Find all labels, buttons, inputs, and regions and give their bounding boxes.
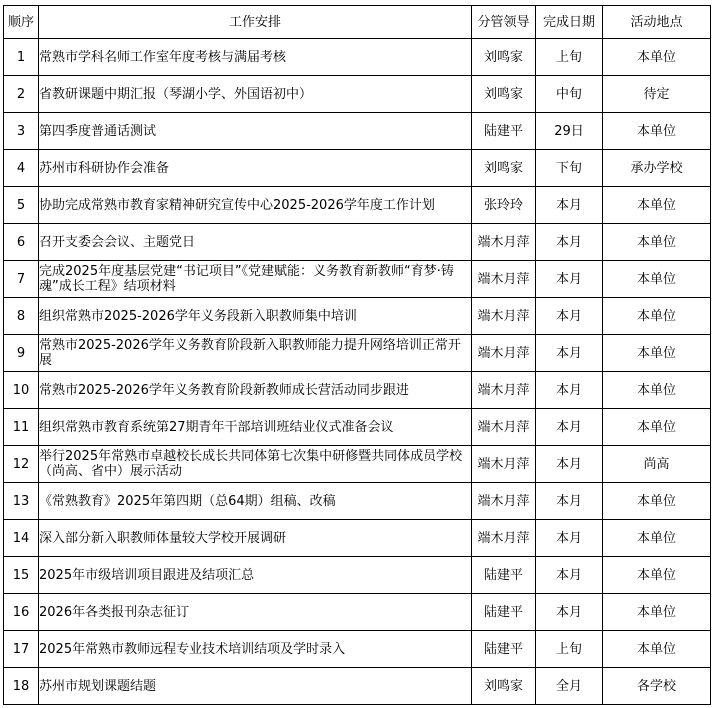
- row-leader: 陆建平: [472, 557, 536, 594]
- table-row: [4, 631, 711, 668]
- table-row: [4, 113, 711, 150]
- row-location: 本单位: [603, 39, 711, 76]
- table-row: [4, 187, 711, 224]
- row-leader: 陆建平: [472, 113, 536, 150]
- row-index: 1: [4, 39, 39, 76]
- row-leader: 端木月萍: [472, 520, 536, 557]
- row-location: 本单位: [603, 335, 711, 372]
- row-leader: 端木月萍: [472, 372, 536, 409]
- row-task: 召开支委会会议、主题党日: [39, 224, 472, 261]
- table-header-row: [4, 6, 711, 39]
- row-date: 下旬: [536, 150, 603, 187]
- row-task: 苏州市规划课题结题: [39, 668, 472, 705]
- row-task: 组织常熟市教育系统第27期青年干部培训班结业仪式准备会议: [39, 409, 472, 446]
- row-task: 完成2025年度基层党建“书记项目”《党建赋能：义务教育新教师“育梦·铸魂”成长工程》结项材料: [39, 261, 472, 298]
- row-date: 上旬: [536, 631, 603, 668]
- row-index: 16: [4, 594, 39, 631]
- table-row: [4, 483, 711, 520]
- row-date: 29日: [536, 113, 603, 150]
- row-task: 协助完成常熟市教育家精神研究宣传中心2025-2026学年度工作计划: [39, 187, 472, 224]
- row-leader: 端木月萍: [472, 335, 536, 372]
- row-task: 2025年常熟市教师远程专业技术培训结项及学时录入: [39, 631, 472, 668]
- row-date: 本月: [536, 483, 603, 520]
- header-location: 活动地点: [603, 6, 711, 39]
- row-task: 举行2025年常熟市卓越校长成长共同体第七次集中研修暨共同体成员学校（尚高、省中）展示活动: [39, 446, 472, 483]
- row-date: 全月: [536, 668, 603, 705]
- row-task: 2026年各类报刊杂志征订: [39, 594, 472, 631]
- row-leader: 陆建平: [472, 631, 536, 668]
- row-location: 尚高: [603, 446, 711, 483]
- row-index: 15: [4, 557, 39, 594]
- row-date: 本月: [536, 372, 603, 409]
- row-leader: 端木月萍: [472, 298, 536, 335]
- row-location: 本单位: [603, 483, 711, 520]
- row-date: 中旬: [536, 76, 603, 113]
- row-date: 本月: [536, 335, 603, 372]
- row-leader: 端木月萍: [472, 483, 536, 520]
- row-location: 本单位: [603, 224, 711, 261]
- row-date: 本月: [536, 409, 603, 446]
- row-task: 深入部分新入职教师体量较大学校开展调研: [39, 520, 472, 557]
- header-leader: 分管领导: [472, 6, 536, 39]
- table-row: [4, 261, 711, 298]
- table-row: [4, 150, 711, 187]
- table-row: [4, 298, 711, 335]
- row-leader: 刘鸣家: [472, 150, 536, 187]
- row-date: 本月: [536, 446, 603, 483]
- table-row: [4, 446, 711, 483]
- row-location: 承办学校: [603, 150, 711, 187]
- row-task: 第四季度普通话测试: [39, 113, 472, 150]
- table-row: [4, 39, 711, 76]
- row-task: 组织常熟市2025-2026学年义务段新入职教师集中培训: [39, 298, 472, 335]
- row-location: 各学校: [603, 668, 711, 705]
- row-index: 8: [4, 298, 39, 335]
- row-task: 常熟市2025-2026学年义务教育阶段新入职教师能力提升网络培训正常开展: [39, 335, 472, 372]
- row-leader: 刘鸣家: [472, 668, 536, 705]
- row-index: 11: [4, 409, 39, 446]
- row-location: 待定: [603, 76, 711, 113]
- row-index: 17: [4, 631, 39, 668]
- row-index: 2: [4, 76, 39, 113]
- row-task: 常熟市2025-2026学年义务教育阶段新教师成长营活动同步跟进: [39, 372, 472, 409]
- header-task: 工作安排: [39, 6, 472, 39]
- row-location: 本单位: [603, 261, 711, 298]
- table-row: [4, 409, 711, 446]
- row-location: 本单位: [603, 520, 711, 557]
- row-index: 6: [4, 224, 39, 261]
- row-location: 本单位: [603, 372, 711, 409]
- row-index: 14: [4, 520, 39, 557]
- row-index: 13: [4, 483, 39, 520]
- row-index: 12: [4, 446, 39, 483]
- row-date: 本月: [536, 594, 603, 631]
- table-row: [4, 335, 711, 372]
- row-location: 本单位: [603, 113, 711, 150]
- table-row: [4, 372, 711, 409]
- table-row: [4, 224, 711, 261]
- table-row: [4, 668, 711, 705]
- work-plan-table: [3, 5, 711, 705]
- table-row: [4, 76, 711, 113]
- row-date: 本月: [536, 520, 603, 557]
- row-leader: 张玲玲: [472, 187, 536, 224]
- row-task: 2025年市级培训项目跟进及结项汇总: [39, 557, 472, 594]
- row-leader: 刘鸣家: [472, 76, 536, 113]
- row-task: 苏州市科研协作会准备: [39, 150, 472, 187]
- row-leader: 刘鸣家: [472, 39, 536, 76]
- row-leader: 端木月萍: [472, 409, 536, 446]
- row-index: 9: [4, 335, 39, 372]
- row-location: 本单位: [603, 557, 711, 594]
- table-row: [4, 520, 711, 557]
- row-location: 本单位: [603, 187, 711, 224]
- row-leader: 端木月萍: [472, 224, 536, 261]
- row-leader: 端木月萍: [472, 261, 536, 298]
- row-location: 本单位: [603, 409, 711, 446]
- table-row: [4, 557, 711, 594]
- row-date: 上旬: [536, 39, 603, 76]
- table-row: [4, 594, 711, 631]
- row-index: 18: [4, 668, 39, 705]
- row-leader: 陆建平: [472, 594, 536, 631]
- row-location: 本单位: [603, 594, 711, 631]
- row-index: 10: [4, 372, 39, 409]
- row-index: 4: [4, 150, 39, 187]
- row-index: 5: [4, 187, 39, 224]
- row-date: 本月: [536, 187, 603, 224]
- row-date: 本月: [536, 298, 603, 335]
- row-leader: 端木月萍: [472, 446, 536, 483]
- row-location: 本单位: [603, 631, 711, 668]
- row-index: 3: [4, 113, 39, 150]
- row-task: 《常熟教育》2025年第四期（总64期）组稿、改稿: [39, 483, 472, 520]
- row-location: 本单位: [603, 298, 711, 335]
- row-index: 7: [4, 261, 39, 298]
- row-date: 本月: [536, 557, 603, 594]
- header-index: 顺序: [4, 6, 39, 39]
- row-date: 本月: [536, 224, 603, 261]
- table-body: [4, 39, 711, 705]
- row-date: 本月: [536, 261, 603, 298]
- header-date: 完成日期: [536, 6, 603, 39]
- row-task: 省教研课题中期汇报（琴湖小学、外国语初中）: [39, 76, 472, 113]
- row-task: 常熟市学科名师工作室年度考核与满届考核: [39, 39, 472, 76]
